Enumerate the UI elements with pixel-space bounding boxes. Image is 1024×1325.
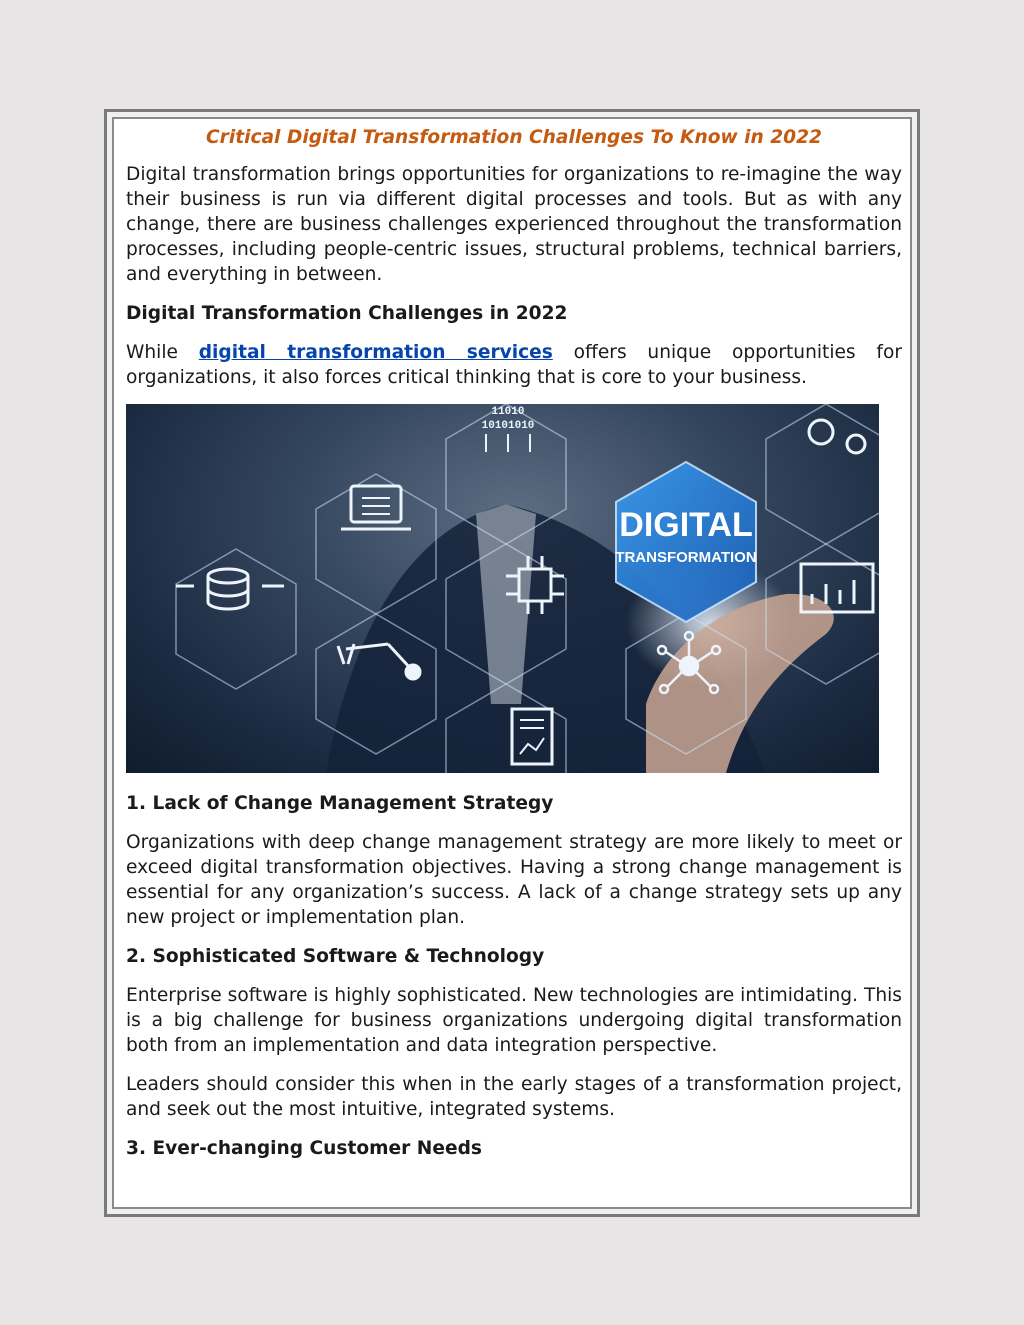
hero-illustration	[126, 404, 879, 773]
services-suffix: offers unique opportunities for organizations, it also forces critical thinking that is core to your business.	[126, 342, 902, 388]
hero-digital-text: DIGITAL	[619, 506, 753, 544]
hero-transformation-text: TRANSFORMATION	[615, 549, 757, 566]
challenge-2-body-1: Enterprise software is highly sophisticated. New technologies are intimidating. This is a big challenge for business organizations undergoing digital transformation both from an implementation and data integration perspective.	[126, 985, 902, 1056]
article-content	[126, 125, 902, 1175]
services-paragraph	[126, 340, 902, 390]
digital-transformation-services-link[interactable]: digital transformation services	[198, 342, 553, 363]
challenge-1-body: Organizations with deep change management strategy are more likely to meet or exceed digital transformation objectives. Having a strong change management is essential for any organization’s success. A lack of a change strategy sets up any new project or implementation plan.	[126, 832, 902, 928]
challenge-1-heading: 1. Lack of Change Management Strategy	[126, 793, 554, 814]
binary-top-text: 11010	[491, 406, 525, 418]
gears-icon	[809, 420, 865, 453]
intro-paragraph: Digital transformation brings opportunities for organizations to re-imagine the way their business is run via different digital processes and tools. But as with any change, there are business challenges experienced throughout the transformation processes, including people-centric issues, structural problems, technical barriers, and everything in between.	[126, 164, 902, 285]
challenge-3-heading: 3. Ever-changing Customer Needs	[126, 1138, 482, 1159]
challenge-2-body-2: Leaders should consider this when in the early stages of a transformation project, and seek out the most intuitive, integrated systems.	[126, 1074, 902, 1120]
services-prefix: While	[126, 342, 199, 363]
challenge-2-heading: 2. Sophisticated Software & Technology	[126, 946, 545, 967]
page-frame-inner	[112, 117, 912, 1209]
binary-bottom-text: 10101010	[481, 420, 535, 432]
article-title: Critical Digital Transformation Challenges To Know in 2022	[206, 127, 822, 148]
binary-connector-icon	[486, 434, 530, 452]
hero-image-digital-transformation	[126, 404, 879, 773]
page-frame	[104, 109, 920, 1217]
laptop-icon	[341, 486, 411, 529]
section-heading: Digital Transformation Challenges in 2022	[126, 303, 568, 324]
